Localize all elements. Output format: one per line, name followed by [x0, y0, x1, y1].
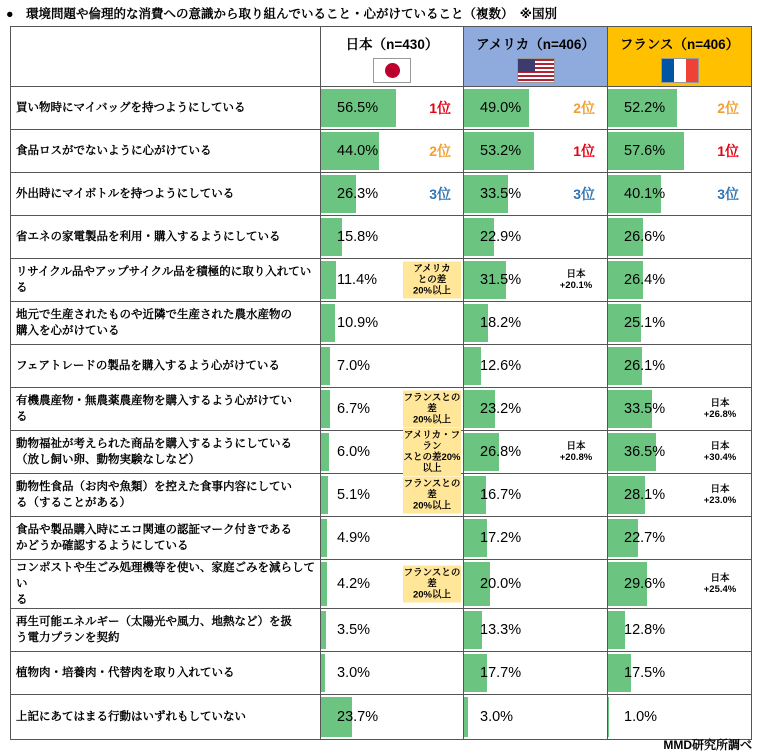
value-label: 22.9%: [480, 229, 522, 245]
table-row: [11, 609, 752, 652]
bar: [321, 433, 329, 471]
row-label-line: 上記にあてはまる行動はいずれもしていない: [16, 711, 246, 723]
value-label: 4.9%: [337, 530, 371, 546]
table-row: [11, 302, 752, 345]
value-cell-japan: [321, 173, 464, 216]
value-label: 17.7%: [480, 665, 522, 681]
difference-note: 日本 +23.0%: [703, 484, 737, 506]
bar: [321, 611, 326, 649]
value-label: 31.5%: [480, 272, 522, 288]
value-cell-usa: [464, 652, 608, 695]
value-cell-france: [608, 259, 752, 302]
row-label: [11, 474, 321, 517]
bar: [321, 261, 336, 299]
row-label-line: 外出時にマイボトルを持つようにしている: [16, 188, 235, 200]
value-cell-france: [608, 173, 752, 216]
difference-note: 日本 +20.8%: [559, 441, 593, 463]
bar: [321, 390, 330, 428]
row-label-line: 有機農産物・無農薬農産物を購入するよう心がけてい: [16, 395, 292, 407]
value-label: 40.1%: [624, 186, 666, 202]
value-cell-usa: [464, 695, 608, 740]
source-credit: MMD研究所調べ: [663, 738, 752, 752]
value-label: 44.0%: [337, 143, 379, 159]
value-label: 33.5%: [480, 186, 522, 202]
row-label-line: かどうか確認するようにしている: [16, 540, 189, 552]
difference-note: 日本 +20.1%: [559, 269, 593, 291]
value-cell-france: [608, 609, 752, 652]
value-label: 6.0%: [337, 444, 371, 460]
value-label: 57.6%: [624, 143, 666, 159]
row-label: [11, 216, 321, 259]
value-cell-japan: [321, 216, 464, 259]
row-label-line: フェアトレードの製品を購入するよう心がけている: [16, 360, 280, 372]
row-label-line: る: [16, 282, 28, 294]
row-label-line: コンポストや生ごみ処理機等を使い、家庭ごみを減らしてい: [16, 562, 315, 590]
value-cell-usa: [464, 87, 608, 130]
value-label: 36.5%: [624, 444, 666, 460]
row-label: [11, 345, 321, 388]
row-label-line: 食品ロスがでないように心がけている: [16, 145, 212, 157]
value-label: 17.5%: [624, 665, 666, 681]
value-label: 28.1%: [624, 487, 666, 503]
row-label-line: 買い物時にマイバッグを持つようにしている: [16, 102, 246, 114]
table-row: [11, 652, 752, 695]
row-label: [11, 87, 321, 130]
value-cell-usa: [464, 216, 608, 259]
value-cell-usa: [464, 609, 608, 652]
row-label: [11, 652, 321, 695]
row-label-line: る（することがある）: [16, 497, 131, 509]
value-cell-usa: [464, 173, 608, 216]
table-row: [11, 87, 752, 130]
value-cell-japan: [321, 130, 464, 173]
row-label-line: る: [16, 594, 28, 606]
header-corner: [11, 27, 321, 87]
table-row: [11, 517, 752, 560]
survey-table: [10, 26, 752, 740]
value-label: 3.0%: [337, 665, 371, 681]
row-label-line: 植物肉・培養肉・代替肉を取り入れている: [16, 667, 235, 679]
row-label: [11, 517, 321, 560]
value-label: 26.3%: [337, 186, 379, 202]
chart-title: ● 環境問題や倫理的な消費への意識から取り組んでいること・心がけていること（複数） ※国別: [6, 7, 557, 21]
column-header-usa: [464, 27, 608, 87]
value-cell-usa: [464, 560, 608, 609]
value-label: 26.8%: [480, 444, 522, 460]
value-label: 23.7%: [337, 709, 379, 725]
value-label: 3.5%: [337, 622, 371, 638]
bar: [321, 654, 325, 692]
difference-note: 日本 +26.8%: [703, 398, 737, 420]
value-label: 26.4%: [624, 272, 666, 288]
value-cell-japan: [321, 652, 464, 695]
value-label: 13.3%: [480, 622, 522, 638]
value-label: 12.6%: [480, 358, 522, 374]
column-header-france: [608, 27, 752, 87]
value-label: 7.0%: [337, 358, 371, 374]
rank-badge: 3位: [573, 186, 595, 202]
rank-badge: 3位: [717, 186, 739, 202]
rank-badge: 2位: [429, 143, 451, 159]
value-label: 22.7%: [624, 530, 666, 546]
row-label-line: 再生可能エネルギー（太陽光や風力、地熱など）を扱: [16, 616, 292, 628]
value-label: 1.0%: [624, 709, 658, 725]
bar: [321, 304, 335, 342]
table-row: [11, 560, 752, 609]
bar: [321, 562, 327, 606]
difference-note: 日本 +25.4%: [703, 573, 737, 595]
value-cell-usa: [464, 517, 608, 560]
table-row: [11, 695, 752, 740]
column-header-label: フランス（n=406）: [619, 36, 740, 52]
rank-badge: 3位: [429, 186, 451, 202]
value-label: 23.2%: [480, 401, 522, 417]
value-label: 11.4%: [337, 272, 378, 288]
row-label: [11, 431, 321, 474]
bar: [321, 347, 330, 385]
value-cell-france: [608, 388, 752, 431]
row-label: [11, 695, 321, 740]
table-row: [11, 173, 752, 216]
row-label: [11, 259, 321, 302]
usa-flag-icon: [517, 58, 555, 83]
bar: [608, 611, 625, 649]
survey-table-body: [11, 27, 752, 740]
row-label: [11, 173, 321, 216]
table-row: [11, 474, 752, 517]
difference-note: アメリカ との差 20%以上: [403, 262, 461, 299]
row-label-line: る: [16, 411, 28, 423]
value-cell-japan: [321, 388, 464, 431]
header-row: [11, 27, 752, 87]
value-label: 29.6%: [624, 576, 666, 592]
row-label: [11, 302, 321, 345]
value-cell-japan: [321, 302, 464, 345]
bar: [464, 697, 468, 737]
row-label: [11, 388, 321, 431]
value-label: 18.2%: [480, 315, 522, 331]
value-label: 53.2%: [480, 143, 522, 159]
value-label: 49.0%: [480, 100, 522, 116]
table-row: [11, 259, 752, 302]
value-label: 26.1%: [624, 358, 666, 374]
value-cell-usa: [464, 431, 608, 474]
value-label: 6.7%: [337, 401, 371, 417]
row-label: [11, 130, 321, 173]
value-label: 5.1%: [337, 487, 371, 503]
value-label: 15.8%: [337, 229, 379, 245]
rank-badge: 2位: [717, 100, 739, 116]
difference-note: フランスとの差 20%以上: [403, 567, 461, 601]
value-cell-usa: [464, 345, 608, 388]
row-label-line: リサイクル品やアップサイクル品を積極的に取り入れてい: [16, 266, 312, 278]
column-header-label: アメリカ（n=406）: [476, 36, 595, 52]
row-label-line: 地元で生産されたものや近隣で生産された農水産物の: [16, 309, 292, 321]
table-row: [11, 431, 752, 474]
bar: [464, 347, 481, 385]
row-label-line: （放し飼い卵、動物実験なしなど）: [16, 454, 200, 466]
bar: [321, 476, 328, 514]
rank-badge: 1位: [717, 143, 739, 159]
column-header-japan: [321, 27, 464, 87]
value-label: 20.0%: [480, 576, 522, 592]
bar: [608, 697, 609, 737]
value-cell-france: [608, 216, 752, 259]
row-label-line: 動物福祉が考えられた商品を購入するようにしている: [16, 438, 292, 450]
bar: [321, 519, 327, 557]
value-cell-japan: [321, 431, 464, 474]
value-cell-france: [608, 517, 752, 560]
value-cell-japan: [321, 609, 464, 652]
table-row: [11, 216, 752, 259]
value-label: 33.5%: [624, 401, 666, 417]
value-cell-japan: [321, 517, 464, 560]
value-cell-france: [608, 560, 752, 609]
row-label-line: 購入を心がけている: [16, 325, 120, 337]
row-label: [11, 609, 321, 652]
difference-note: フランスとの差 20%以上: [403, 478, 461, 512]
value-cell-france: [608, 431, 752, 474]
value-label: 16.7%: [480, 487, 522, 503]
value-cell-japan: [321, 560, 464, 609]
row-label-line: う電力プランを契約: [16, 632, 120, 644]
value-cell-france: [608, 130, 752, 173]
value-cell-usa: [464, 388, 608, 431]
value-label: 26.6%: [624, 229, 666, 245]
row-label-line: 食品や製品購入時にエコ関連の認証マーク付きである: [16, 524, 292, 536]
rank-badge: 2位: [573, 100, 595, 116]
value-cell-france: [608, 87, 752, 130]
value-label: 17.2%: [480, 530, 522, 546]
value-cell-japan: [321, 695, 464, 740]
value-cell-usa: [464, 302, 608, 345]
value-cell-japan: [321, 345, 464, 388]
table-row: [11, 130, 752, 173]
difference-note: アメリカ・フラン スとの差20% 以上: [403, 430, 461, 474]
rank-badge: 1位: [573, 143, 595, 159]
column-header-label: 日本（n=430）: [345, 36, 439, 52]
value-label: 3.0%: [480, 709, 514, 725]
value-cell-france: [608, 652, 752, 695]
japan-flag-icon: [373, 58, 411, 83]
difference-note: フランスとの差 20%以上: [403, 392, 461, 426]
value-cell-usa: [464, 130, 608, 173]
value-cell-japan: [321, 474, 464, 517]
table-row: [11, 345, 752, 388]
value-cell-france: [608, 345, 752, 388]
bar: [464, 611, 482, 649]
value-label: 25.1%: [624, 315, 666, 331]
value-cell-japan: [321, 87, 464, 130]
value-cell-usa: [464, 259, 608, 302]
value-cell-france: [608, 695, 752, 740]
france-flag-icon: [661, 58, 699, 83]
value-label: 56.5%: [337, 100, 379, 116]
value-label: 10.9%: [337, 315, 379, 331]
value-label: 12.8%: [624, 622, 666, 638]
value-cell-usa: [464, 474, 608, 517]
table-row: [11, 388, 752, 431]
value-cell-france: [608, 302, 752, 345]
value-label: 52.2%: [624, 100, 666, 116]
row-label-line: 動物性食品（お肉や魚類）を控えた食事内容にしてい: [16, 481, 292, 493]
value-cell-france: [608, 474, 752, 517]
difference-note: 日本 +30.4%: [703, 441, 737, 463]
row-label-line: 省エネの家電製品を利用・購入するようにしている: [16, 231, 281, 243]
value-cell-japan: [321, 259, 464, 302]
value-label: 4.2%: [337, 576, 371, 592]
row-label: [11, 560, 321, 609]
rank-badge: 1位: [429, 100, 451, 116]
